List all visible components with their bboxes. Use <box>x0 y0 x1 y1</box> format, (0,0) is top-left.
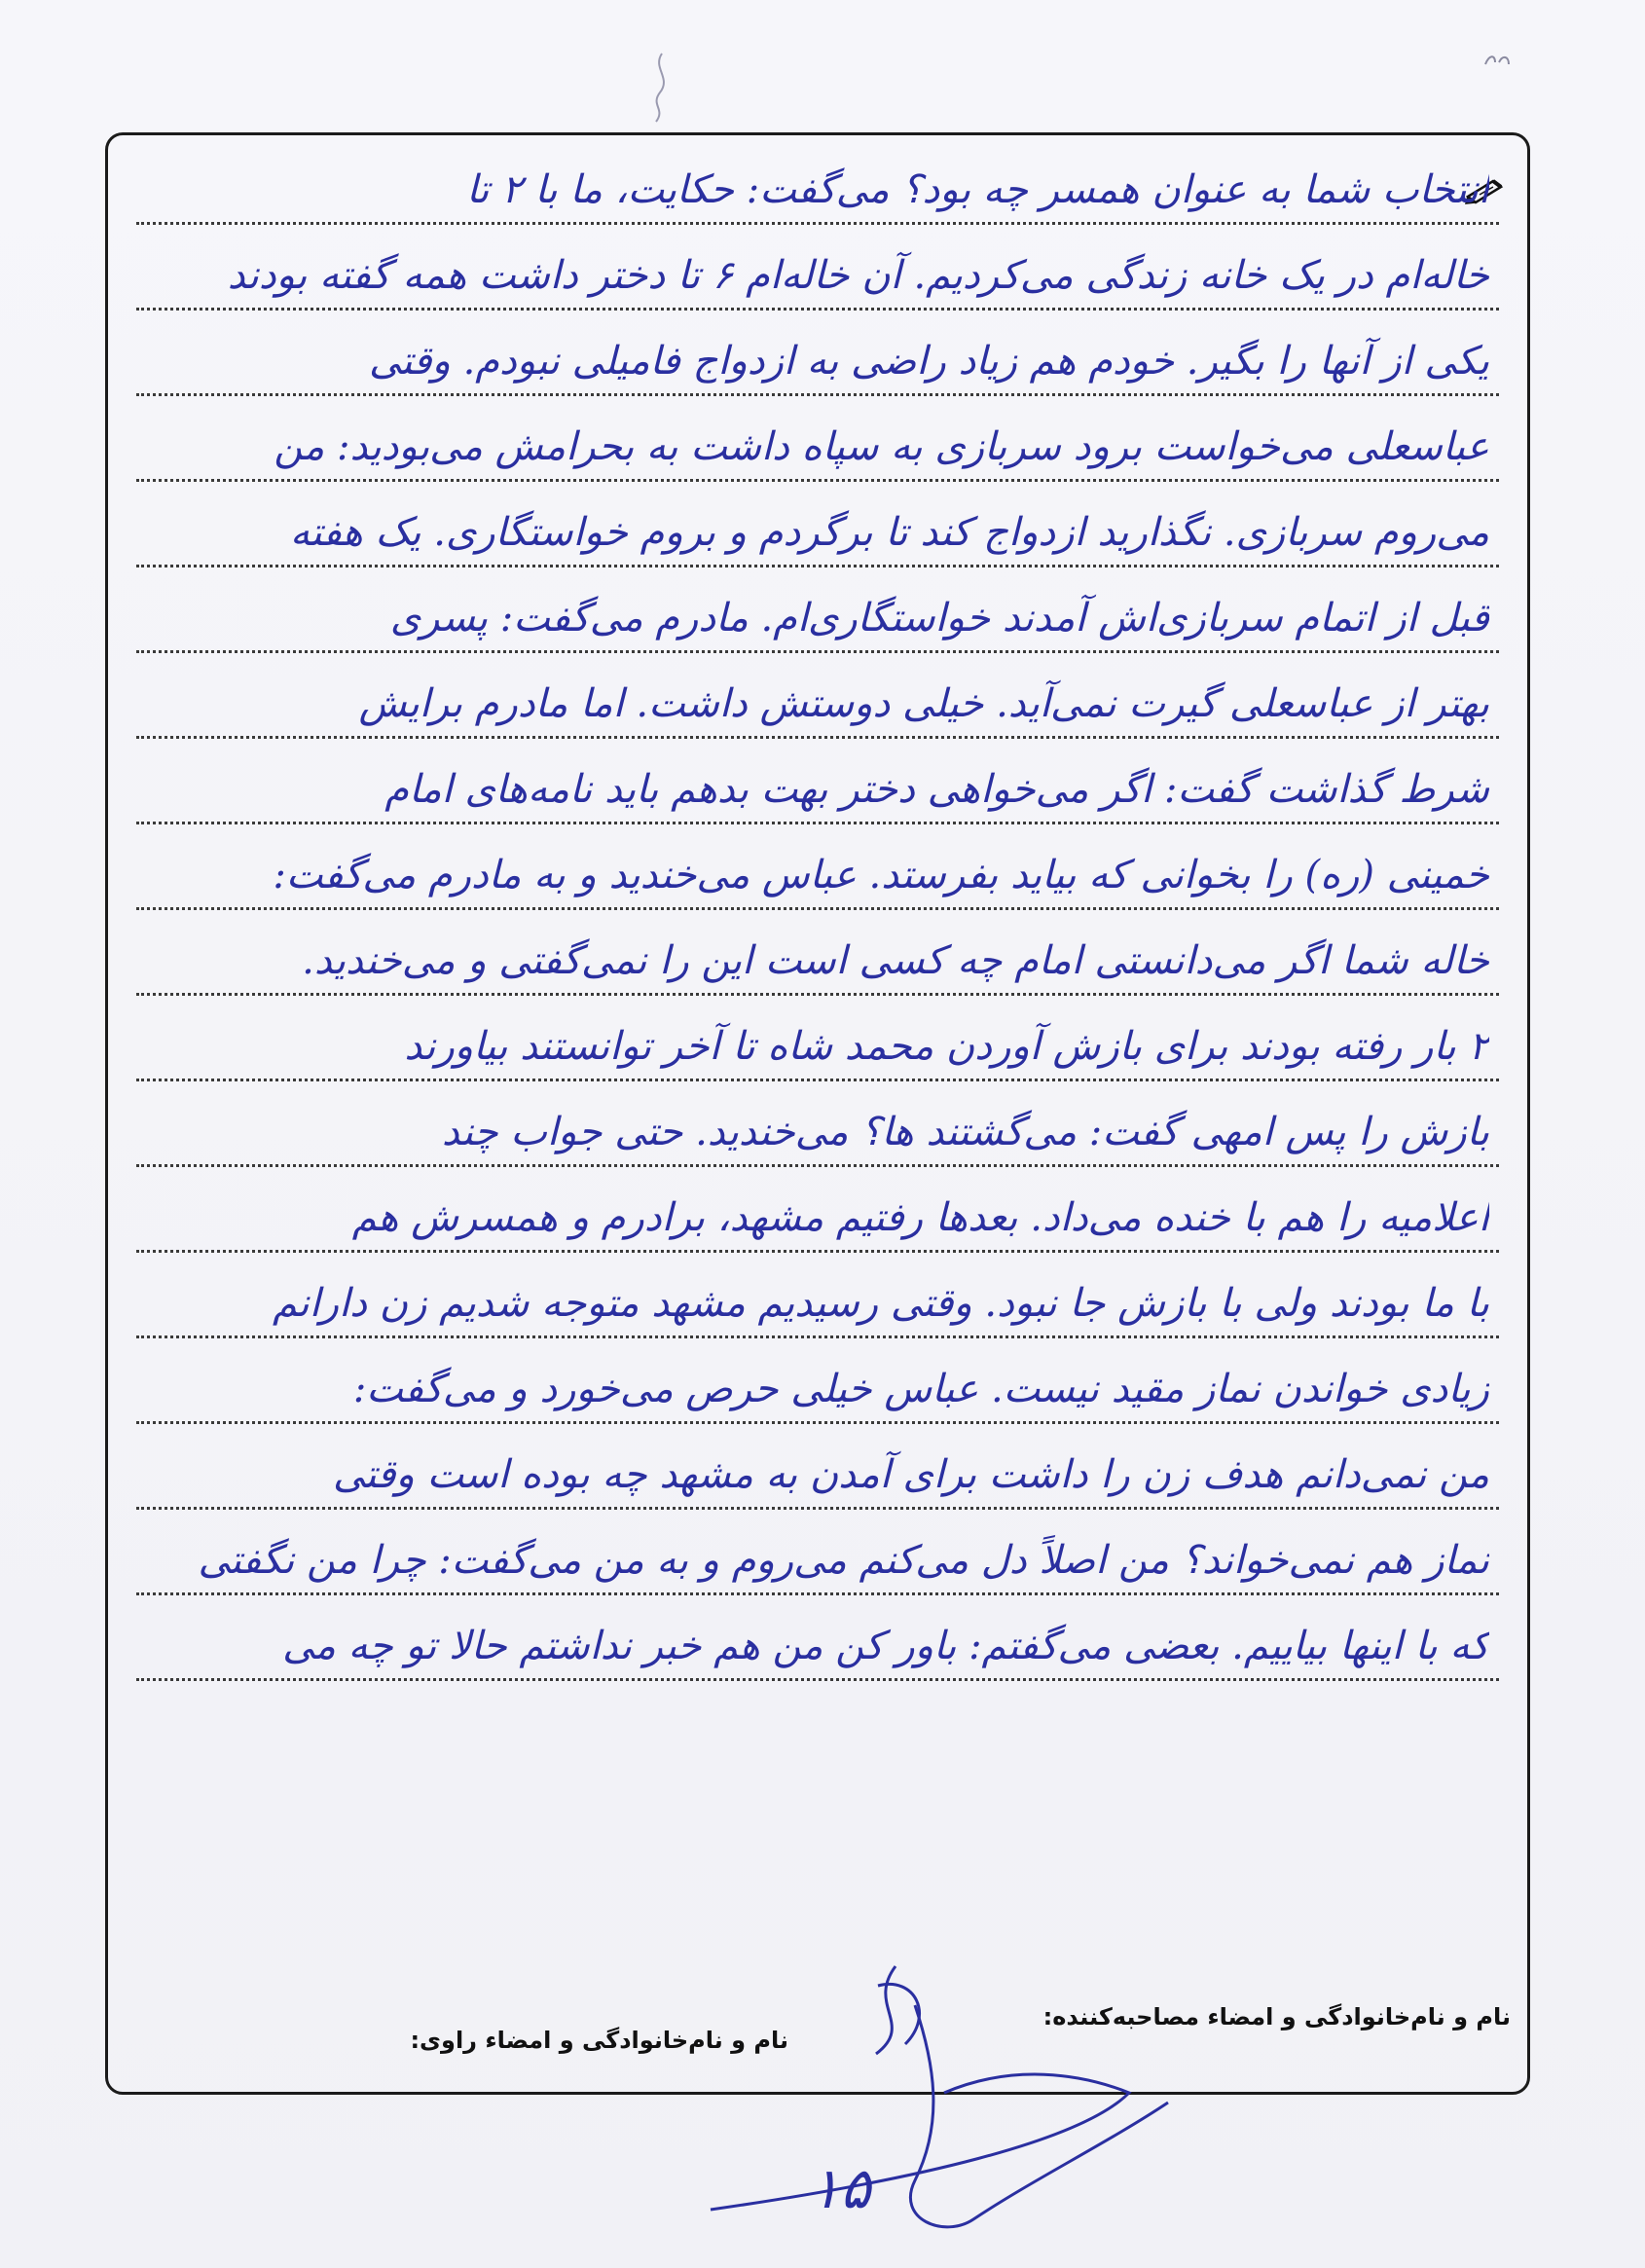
text-line: خاله‌ام در یک خانه زندگی می‌کردیم. آن خاله‌ام ۶ تا دختر داشت همه گفته بودند <box>227 253 1489 298</box>
text-line: عباسعلی می‌خواست برود سربازی به سپاه داشت به بحرامش می‌بودید: من <box>274 424 1489 469</box>
text-line: بهتر از عباسعلی گیرت نمی‌آید. خیلی دوستش داشت. اما مادرم برایش <box>358 681 1489 726</box>
page-number: ۱۵ <box>810 2155 871 2221</box>
text-line: نماز هم نمی‌خواند؟ من اصلاً دل می‌کنم می‌روم و به من می‌گفت: چرا من نگفتی <box>198 1538 1489 1583</box>
text-line: من نمی‌دانم هدف زن را داشت برای آمدن به مشهد چه بوده است وقتی <box>333 1452 1489 1497</box>
text-line: شرط گذاشت گفت: اگر می‌خواهی دختر بهت بدهم باید نامه‌های امام <box>384 767 1489 812</box>
text-line: خاله شما اگر می‌دانستی امام چه کسی است این را نمی‌گفتی و می‌خندید. <box>302 938 1489 983</box>
text-line: که با اینها بیاییم. بعضی می‌گفتم: باور کن من هم خبر نداشتم حالا تو چه می‌ <box>282 1624 1489 1668</box>
narrator-signature-label: نام و نام‌خانوادگی و امضاء راوی: <box>410 2027 788 2054</box>
interviewer-signature-label: نام و نام‌خانوادگی و امضاء مصاحبه‌کننده: <box>1042 2003 1511 2030</box>
text-line: یکی از آنها را بگیر. خودم هم زیاد راضی به ازدواج فامیلی نبودم. وقتی <box>369 339 1489 384</box>
text-line: می‌روم سربازی. نگذارید ازدواج کند تا برگردم و بروم خواستگاری. یک هفته <box>290 510 1489 555</box>
text-line: اعلامیه را هم با خنده می‌داد. بعدها رفتیم مشهد، برادرم و همسرش هم <box>351 1195 1489 1240</box>
text-line: بازش را پس امهی گفت: می‌گشتند ها؟ می‌خندید. حتی جواب چند <box>441 1110 1489 1154</box>
text-line: قبل از اتمام سربازی‌اش آمدند خواستگاری‌ام. مادرم می‌گفت: پسری <box>389 596 1489 640</box>
text-line: ۲ بار رفته بودند برای بازش آوردن محمد شاه تا آخر توانستند بیاورند <box>404 1024 1489 1069</box>
text-line: انتخاب شما به عنوان همسر چه بود؟ می‌گفت: حکایت، ما با ۲ تا <box>466 167 1489 212</box>
text-line: با ما بودند ولی با بازش جا نبود. وقتی رسیدیم مشهد متوجه شدیم زن دارانم <box>272 1281 1489 1326</box>
signature-mark <box>623 1947 1207 2258</box>
text-line: زیادی خواندن نماز مقید نیست. عباس خیلی حرص می‌خورد و می‌گفت: <box>352 1367 1489 1411</box>
text-line: خمینی (ره) را بخوانی که بیاید بفرستد. عباس می‌خندید و به مادرم می‌گفت: <box>273 853 1489 897</box>
